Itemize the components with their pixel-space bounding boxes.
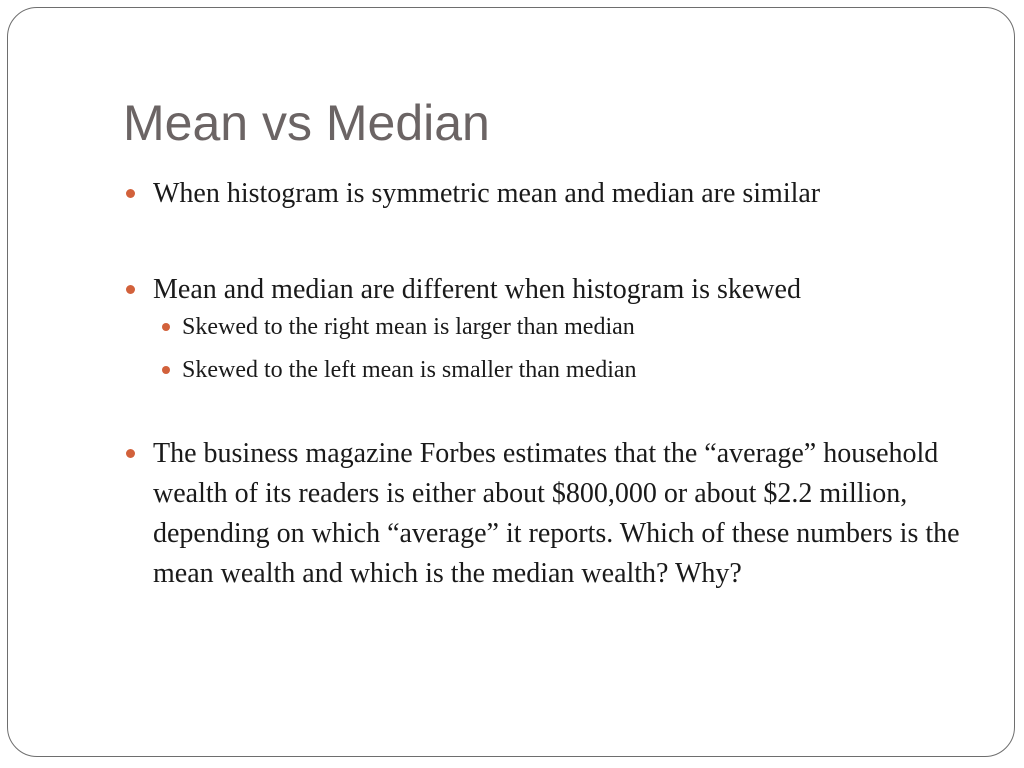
sub-bullet-text: Skewed to the left mean is smaller than median [182, 357, 637, 383]
bullet-item [123, 270, 983, 310]
bullet-text: When histogram is symmetric mean and median are similar [153, 178, 821, 209]
bullet-item [123, 174, 983, 214]
bullet-dot-icon [126, 449, 135, 458]
bullet-dot-icon [126, 189, 135, 198]
bullet-list [123, 174, 983, 594]
bullet-text: Mean and median are different when histogram is skewed [153, 274, 801, 305]
sub-bullet-text: Skewed to the right mean is larger than median [182, 314, 635, 340]
bullet-dot-icon [126, 285, 135, 294]
sub-bullet-item [123, 306, 983, 349]
sub-bullet-dot-icon [162, 323, 170, 331]
bullet-text: The business magazine Forbes estimates that the “average” household wealth of its readers is either about $800,000 or about $2.2 million, depending on which “average” it reports. Which of these numbers is the mean wealth and which is the median wealth? Why? [153, 438, 960, 589]
sub-bullet-dot-icon [162, 366, 170, 374]
bullet-item [123, 434, 983, 594]
slide [7, 7, 1015, 757]
slide-title: Mean vs Median [123, 95, 490, 151]
sub-bullet-item [123, 349, 983, 392]
